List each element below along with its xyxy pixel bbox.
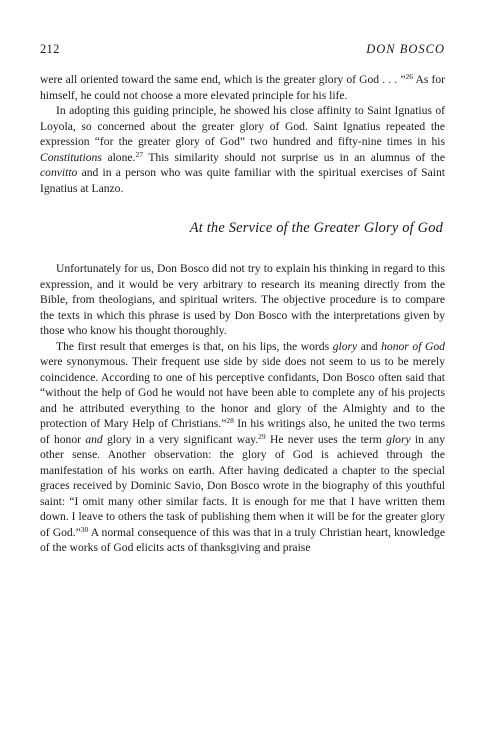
page-body	[40, 72, 445, 556]
page-number: 212	[40, 42, 60, 56]
text-run: were synonymous. Their frequent use side by side does not seem to us to be merely coincidence. According to one of his perceptive confidants, Don Bosco often said that “without the help of God he would not have been able to complete any of his projects and he attributed everything to the honor and glory of the Almighty and to the protection of Mary Help of Christians.”	[40, 355, 445, 430]
paragraph	[40, 339, 445, 556]
text-run: As for himself, he could not choose a more elevated principle for his life.	[40, 73, 445, 102]
text-run: alone.	[101, 150, 136, 164]
section-title: At the Service of the Greater Glory of God	[189, 220, 443, 236]
text-run: In adopting this guiding principle, he showed his close affinity to Saint Ignatius of Loyola, so concerned about the greater glory of God. Saint Ignatius repeated the expression “for the greater glory of God” two hundred and fifty-nine times in his	[40, 104, 445, 148]
text-run: were all oriented toward the same end, which is the greater glory of God . . . ”	[40, 73, 406, 86]
text-run: and in a person who was quite familiar with the spiritual exercises of Saint Ignatius at Lanzo.	[40, 166, 445, 195]
paragraph	[40, 261, 445, 339]
text-run: This similarity should not surprise us in an alumnus of the	[142, 150, 446, 164]
italic-term: glory	[332, 339, 358, 353]
paragraph-continued	[40, 72, 445, 103]
text-run: glory in a very significant way.	[102, 432, 259, 446]
text-run: In his writings also, he united the two terms of honor	[40, 417, 445, 446]
italic-term: honor of God	[381, 339, 445, 353]
footnote-ref-28: 28	[226, 416, 234, 425]
footnote-ref-29: 29	[258, 431, 266, 441]
page-header	[40, 42, 445, 58]
italic-term: convitto	[40, 166, 78, 179]
text-run: He never uses the term	[265, 432, 387, 446]
text-run: A normal consequence of this was that in a truly Christian heart, knowledge of the works of God elicits acts of thanksgiving and praise	[40, 525, 445, 554]
italic-term: Constitutions	[40, 150, 102, 164]
italic-term: and	[85, 432, 103, 446]
text-run: Unfortunately for us, Don Bosco did not try to explain his thinking in regard to this expression, and it would be very arbitrary to research its meaning directly from the Bible, from theologians, and spiritual writers. The objective procedure is to compare the texts in which this phrase is used by Don Bosco with the interpretations given by those who know his thought thoroughly.	[40, 262, 445, 337]
footnote-ref-26: 26	[405, 72, 413, 81]
italic-term: glory	[386, 432, 411, 446]
footnote-ref-27: 27	[135, 149, 143, 159]
text-run: The first result that emerges is that, on his lips, the words	[56, 339, 333, 353]
footnote-ref-30: 30	[80, 524, 89, 534]
text-run: in any other sense. Another observation: the glory of God is achieved through the manifestation of his works on earth. After having dedicated a chapter to the special graces received by Dominic Savio, Don Bosco wrote in the biography of this youthful saint: “I omit many other similar facts. It is enough for me that I have written them down. I leave to others the task of publishing them when it will be for the greater glory of God.”	[40, 432, 445, 539]
running-head: DON BOSCO	[366, 42, 445, 56]
paragraph	[40, 103, 445, 196]
text-run: and	[357, 339, 382, 353]
